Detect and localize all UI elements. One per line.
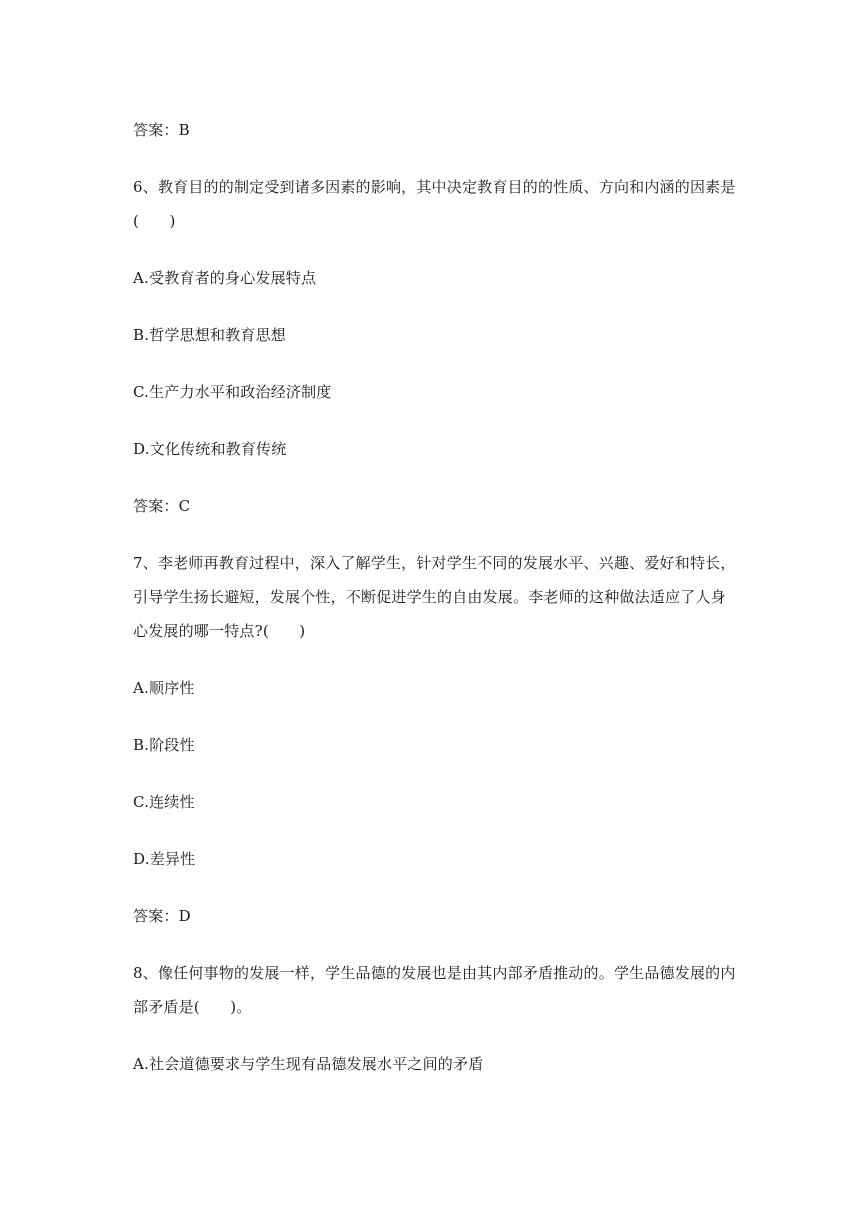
answer-6: 答案：C — [133, 497, 191, 515]
question-6-option-c: C.生产力水平和政治经济制度 — [133, 383, 332, 401]
question-6-option-a: A.受教育者的身心发展特点 — [133, 269, 317, 287]
question-7-option-c: C.连续性 — [133, 793, 195, 811]
question-6-text-line-1: 6、教育目的的制定受到诸多因素的影响，其中决定教育目的的性质、方向和内涵的因素是 — [133, 178, 736, 196]
answer-7: 答案：D — [133, 907, 191, 925]
question-6-option-d: D.文化传统和教育传统 — [133, 440, 287, 458]
question-6-option-b: B.哲学思想和教育思想 — [133, 326, 286, 344]
question-7-option-a: A.顺序性 — [133, 679, 195, 697]
question-7-text-line-1: 7、李老师再教育过程中，深入了解学生，针对学生不同的发展水平、兴趣、爱好和特长， — [133, 554, 736, 572]
question-7-text-line-3: 心发展的哪一特点?( ) — [133, 622, 306, 640]
answer-5: 答案：B — [133, 121, 190, 139]
question-6-text-line-2: ( ) — [133, 212, 176, 230]
question-7-text-line-2: 引导学生扬长避短，发展个性，不断促进学生的自由发展。李老师的这种做法适应了人身 — [133, 588, 726, 606]
question-8-option-a: A.社会道德要求与学生现有品德发展水平之间的矛盾 — [133, 1055, 484, 1073]
question-7-option-b: B.阶段性 — [133, 736, 195, 754]
question-8-text-line-1: 8、像任何事物的发展一样，学生品德的发展也是由其内部矛盾推动的。学生品德发展的内 — [133, 964, 736, 982]
question-8-text-line-2: 部矛盾是( )。 — [133, 998, 252, 1016]
question-7-option-d: D.差异性 — [133, 850, 196, 868]
